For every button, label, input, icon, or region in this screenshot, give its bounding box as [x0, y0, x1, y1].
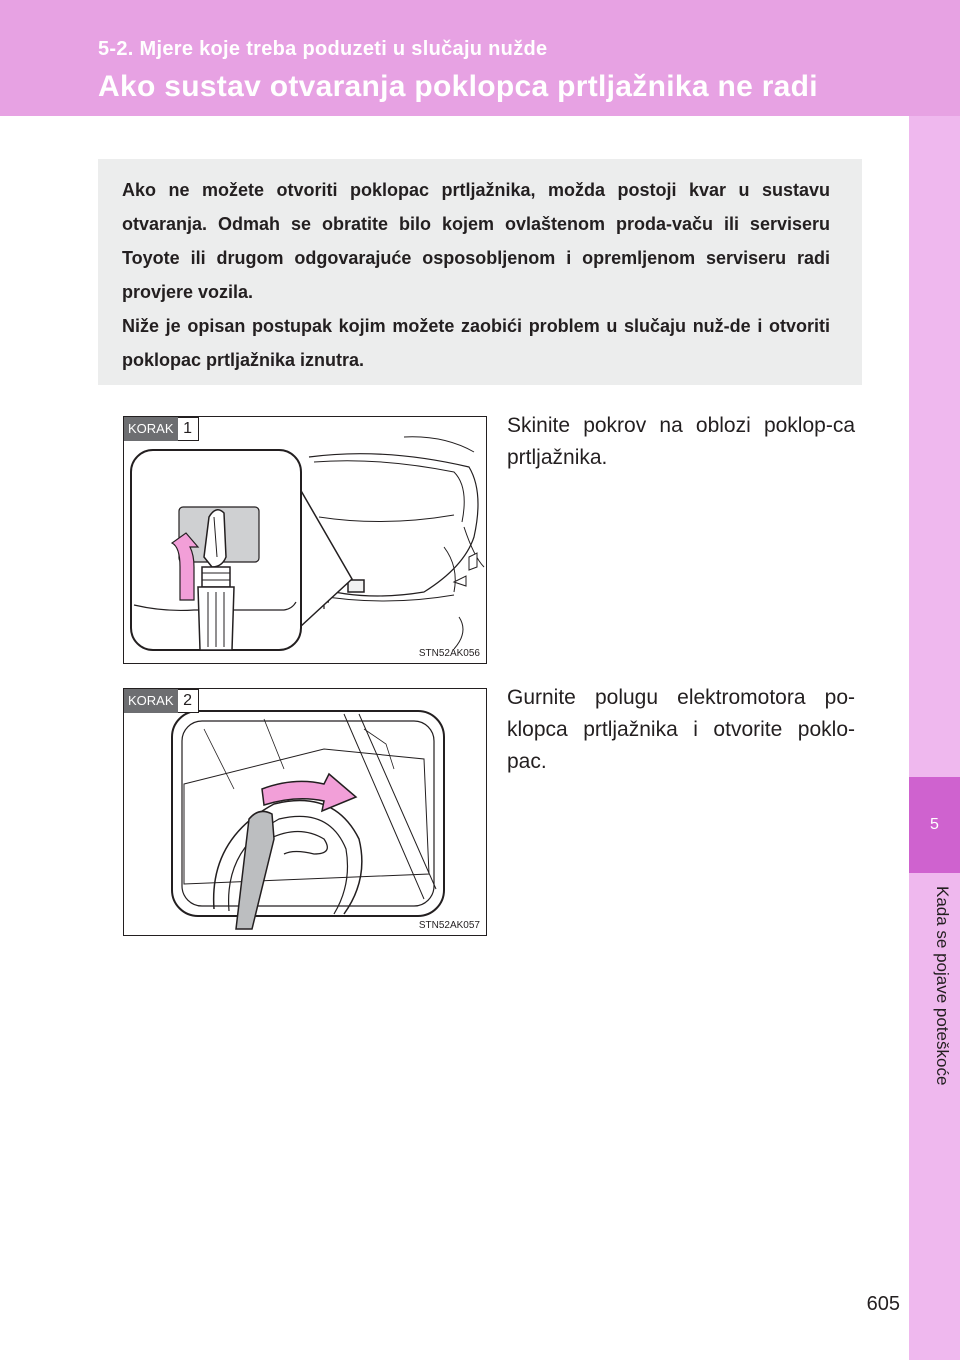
notice-text [122, 173, 830, 377]
trunk-lid-trim-drawing [124, 417, 486, 663]
section-label: 5-2. Mjere koje treba poduzeti u slučaju nužde [98, 38, 548, 60]
trunk-release-lever-drawing [124, 689, 486, 935]
chapter-number: 5 [909, 777, 960, 873]
notice-paragraph: Ako ne možete otvoriti poklopac prtljažnika, možda postoji kvar u sustavu otvaranja. Odmah se obratite bilo kojem ovlaštenom proda-vaču ili serviseru Toyote ili drugom odgovarajuće osposobljenom i opremljenom serviseru radi provjere vozila. [122, 180, 830, 302]
figure-code: STN52AK057 [418, 920, 480, 931]
step-1-badge [124, 417, 199, 441]
step-2-text: Gurnite polugu elektromotora po-klopca prtljažnika i otvorite poklo-pac. [507, 686, 855, 773]
page-number: 605 [866, 1293, 900, 1315]
step-number: 1 [178, 417, 199, 441]
figure-code: STN52AK056 [418, 648, 480, 659]
notice-box [98, 159, 862, 385]
step-number: 2 [178, 689, 199, 713]
chapter-side-tab [909, 116, 960, 1360]
step-1-illustration [123, 416, 487, 664]
step-1-text: Skinite pokrov na oblozi poklop-ca prtljažnika. [507, 414, 855, 469]
notice-paragraph: Niže je opisan postupak kojim možete zaobići problem u slučaju nuž-de i otvoriti poklopac prtljažnika iznutra. [122, 316, 830, 370]
step-2-badge [124, 689, 199, 713]
step-2-illustration [123, 688, 487, 936]
page-title: Ako sustav otvaranja poklopca prtljažnika ne radi [98, 70, 818, 103]
korak-label: KORAK [124, 417, 178, 441]
chapter-label: Kada se pojave poteškoće [933, 886, 952, 1086]
korak-label: KORAK [124, 689, 178, 713]
